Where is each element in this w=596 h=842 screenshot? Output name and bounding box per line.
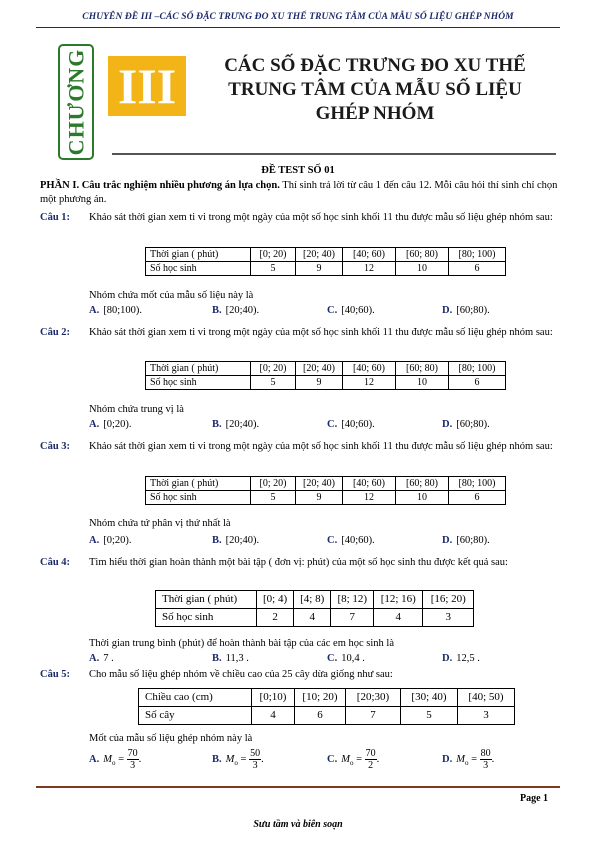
part-text: Thí sinh trả lời từ câu 1 đến câu 12. Mỗi câu hỏi thí sinh chỉ chọn một phương án. [40,180,558,205]
table-cell: [12; 16) [374,591,423,609]
table-cell: [80; 100) [449,248,506,262]
table-cell: [20; 40) [296,248,343,262]
question-1-table [145,247,506,276]
table-cell: 12 [343,491,396,505]
q5-c-symbol: M [341,753,350,765]
table-row [146,362,506,376]
q3-option-a[interactable]: A. [0;20). [89,535,132,546]
q1-option-c[interactable]: C. [40;60). [327,305,375,316]
q2-option-b-text: [20;40). [225,419,260,430]
q4-option-a[interactable]: A. 7 . [89,653,114,664]
q3-option-c[interactable]: C. [40;60). [327,535,375,546]
q4-option-a-text: 7 . [103,653,114,664]
question-3-label: Câu 3: [40,441,71,452]
q5-b-den: 3 [252,760,258,771]
q5-c-den: 2 [368,760,374,771]
question-2-prompt: Nhóm chứa trung vị là [89,404,184,415]
q2-option-d[interactable]: D. [60;80). [442,419,490,430]
question-1 [40,211,560,225]
test-title: ĐỀ TEST SỐ 01 [261,165,335,176]
q2-option-b[interactable]: B. [20;40). [212,419,260,430]
table-row [139,707,515,725]
q3-option-d-text: [60;80). [456,535,490,546]
q5-a-fraction [127,748,139,771]
question-5-table [138,688,515,725]
table-cell: 10 [396,376,449,390]
table-cell: [40; 60) [343,248,396,262]
q5-d-fraction [480,748,492,771]
question-2-text: Khảo sát thời gian xem ti vi trong một ngày của một số học sinh khối 11 thu được mẫu số liệu ghép nhóm sau: [89,327,553,338]
q1-option-b[interactable]: B. [20;40). [212,305,260,316]
table-cell: [80; 100) [449,477,506,491]
chapter-label [58,44,94,160]
table-cell: Chiều cao (cm) [139,689,252,707]
q5-a-den: 3 [130,760,136,771]
question-3-text: Khảo sát thời gian xem ti vi trong một ngày của một số học sinh khối 11 thu được mẫu số liệu ghép nhóm sau: [89,441,553,452]
table-cell: [60; 80) [396,477,449,491]
table-cell: Số học sinh [146,491,251,505]
chapter-word: CHƯƠNG [63,48,88,156]
table-cell: 6 [295,707,346,725]
question-3-table [145,476,506,505]
q4-option-b-text: 11,3 . [225,653,249,664]
table-cell: [20;30) [346,689,401,707]
question-4 [40,556,560,570]
table-cell: 3 [458,707,515,725]
q5-d-symbol: M [456,753,465,765]
table-row [146,477,506,491]
table-cell: [60; 80) [396,362,449,376]
chapter-title [195,54,555,126]
title-rule [112,153,556,155]
table-cell: Số học sinh [146,262,251,276]
title-line-2: TRUNG TÂM CỦA MẪU SỐ LIỆU [228,79,522,100]
table-cell: 12 [343,376,396,390]
table-row [146,376,506,390]
table-cell: [40; 60) [343,477,396,491]
table-row [146,491,506,505]
q5-b-fraction [249,748,261,771]
q2-option-d-text: [60;80). [456,419,490,430]
table-cell: [40; 50) [458,689,515,707]
q3-option-d[interactable]: D. [60;80). [442,535,490,546]
table-cell: 7 [346,707,401,725]
table-cell: 9 [296,262,343,276]
q4-option-c-text: 10,4 . [341,653,365,664]
q2-option-c[interactable]: C. [40;60). [327,419,375,430]
table-cell: [0; 20) [251,248,296,262]
q5-d-sub: o [464,759,469,767]
table-cell: Thời gian ( phút) [146,477,251,491]
q5-option-c[interactable]: C. $M_o$ = $\frac{70}{2}$ . [327,748,380,771]
table-cell: Số học sinh [146,376,251,390]
chapter-number: III [108,56,186,116]
page-number: Page 1 [520,793,549,804]
q5-c-sub: o [349,759,354,767]
table-cell: 4 [374,609,423,627]
table-cell: 4 [294,609,331,627]
q3-option-b-text: [20;40). [225,535,260,546]
q3-option-c-text: [40;60). [341,535,375,546]
q2-option-a[interactable]: A. [0;20). [89,419,132,430]
question-2-table [145,361,506,390]
table-row [146,248,506,262]
q3-option-a-text: [0;20). [103,535,132,546]
q1-option-a-text: [80;100). [103,305,143,316]
table-cell: 4 [252,707,295,725]
table-cell: [0; 20) [251,362,296,376]
table-cell: [8; 12) [331,591,374,609]
part-instructions [40,179,560,207]
table-cell: Số học sinh [156,609,257,627]
q1-option-d[interactable]: D. [60;80). [442,305,490,316]
title-line-3: GHÉP NHÓM [315,103,435,124]
q5-a-symbol: M [103,753,112,765]
header-rule [36,27,560,28]
question-4-table [155,590,474,627]
table-cell: Thời gian ( phút) [146,362,251,376]
q4-option-b[interactable]: B. 11,3 . [212,653,249,664]
question-1-label: Câu 1: [40,212,71,223]
footer-rule [36,786,560,788]
table-cell: [20; 40) [296,362,343,376]
table-cell: Thời gian ( phút) [146,248,251,262]
question-5-label: Câu 5: [40,669,71,680]
q5-d-num: 80 [480,748,491,759]
table-cell: 9 [296,491,343,505]
q2-option-c-text: [40;60). [341,419,375,430]
table-cell: 2 [257,609,294,627]
table-cell: 10 [396,262,449,276]
q5-a-num: 70 [127,748,138,759]
running-header: CHUYÊN ĐỀ III –CÁC SỐ ĐẶC TRƯNG ĐO XU THẾ TRUNG TÂM CỦA MẪU SỐ LIỆU GHÉP NHÓM [82,12,514,22]
q5-c-num: 70 [365,748,376,759]
title-line-1: CÁC SỐ ĐẶC TRƯNG ĐO XU THẾ [224,55,526,76]
q1-option-d-text: [60;80). [456,305,490,316]
table-cell: 10 [396,491,449,505]
table-cell: Thời gian ( phút) [156,591,257,609]
table-cell: 6 [449,491,506,505]
table-row [146,262,506,276]
table-cell: 12 [343,262,396,276]
q5-option-d[interactable]: D. $M_o$ = $\frac{80}{3}$ . [442,748,495,771]
question-5-text: Cho mẫu số liệu ghép nhóm về chiều cao của 25 cây dừa giống như sau: [89,669,393,680]
question-5-prompt: Mốt của mẫu số liệu ghép nhóm này là [89,733,253,744]
question-4-text: Tìm hiểu thời gian hoàn thành một bài tập ( đơn vị: phút) của một số học sinh thu được kết quả sau: [89,557,508,568]
table-cell: [16; 20) [423,591,474,609]
table-cell: [30; 40) [401,689,458,707]
q4-option-d-text: 12,5 . [456,653,480,664]
table-cell: 7 [331,609,374,627]
q1-option-c-text: [40;60). [341,305,375,316]
question-4-label: Câu 4: [40,557,71,568]
table-cell: Số cây [139,707,252,725]
table-row [156,609,474,627]
question-2 [40,326,560,340]
q5-c-fraction [365,748,377,771]
table-cell: 6 [449,376,506,390]
table-cell: 6 [449,262,506,276]
q5-d-den: 3 [483,760,489,771]
table-cell: 5 [401,707,458,725]
table-cell: 5 [251,491,296,505]
q3-option-b[interactable]: B. [20;40). [212,535,260,546]
table-cell: 5 [251,262,296,276]
question-3-prompt: Nhóm chứa tứ phân vị thứ nhất là [89,518,231,529]
question-3 [40,440,560,454]
q5-b-symbol: M [225,753,235,765]
q1-option-b-text: [20;40). [225,305,260,316]
table-cell: [4; 8) [294,591,331,609]
table-cell: [0; 20) [251,477,296,491]
q4-option-c[interactable]: C. 10,4 . [327,653,365,664]
table-cell: 3 [423,609,474,627]
question-2-label: Câu 2: [40,327,71,338]
q1-option-a[interactable]: A. [80;100). [89,305,143,316]
footer-credit: Sưu tầm và biên soạn [253,819,343,830]
table-cell: [80; 100) [449,362,506,376]
q5-option-b[interactable]: B. $M_o$ = $\frac{50}{3}$ . [212,748,264,771]
q5-a-sub: o [111,759,116,767]
table-row [139,689,515,707]
q2-option-a-text: [0;20). [103,419,132,430]
table-row [156,591,474,609]
question-1-text: Khảo sát thời gian xem ti vi trong một ngày của một số học sinh khối 11 thu được mẫu số liệu ghép nhóm sau: [89,212,553,223]
question-1-prompt: Nhóm chứa mốt của mẫu số liệu này là [89,290,254,301]
table-cell: [0; 4) [257,591,294,609]
q5-b-sub: o [234,759,238,767]
table-cell: [20; 40) [296,477,343,491]
table-cell: [0;10) [252,689,295,707]
q4-option-d[interactable]: D. 12,5 . [442,653,480,664]
part-label: PHẦN I. Câu trắc nghiệm nhiều phương án lựa chọn. [40,180,280,191]
table-cell: 5 [251,376,296,390]
question-5 [40,668,560,682]
question-4-prompt: Thời gian trung bình (phút) để hoàn thành bài tập của các em học sinh là [89,638,395,649]
table-cell: [60; 80) [396,248,449,262]
q5-b-num: 50 [250,748,261,759]
table-cell: [10; 20) [295,689,346,707]
table-cell: 9 [296,376,343,390]
q5-option-a[interactable]: A. $M_o$ = $\frac{70}{3}$ . [89,748,142,771]
table-cell: [40; 60) [343,362,396,376]
